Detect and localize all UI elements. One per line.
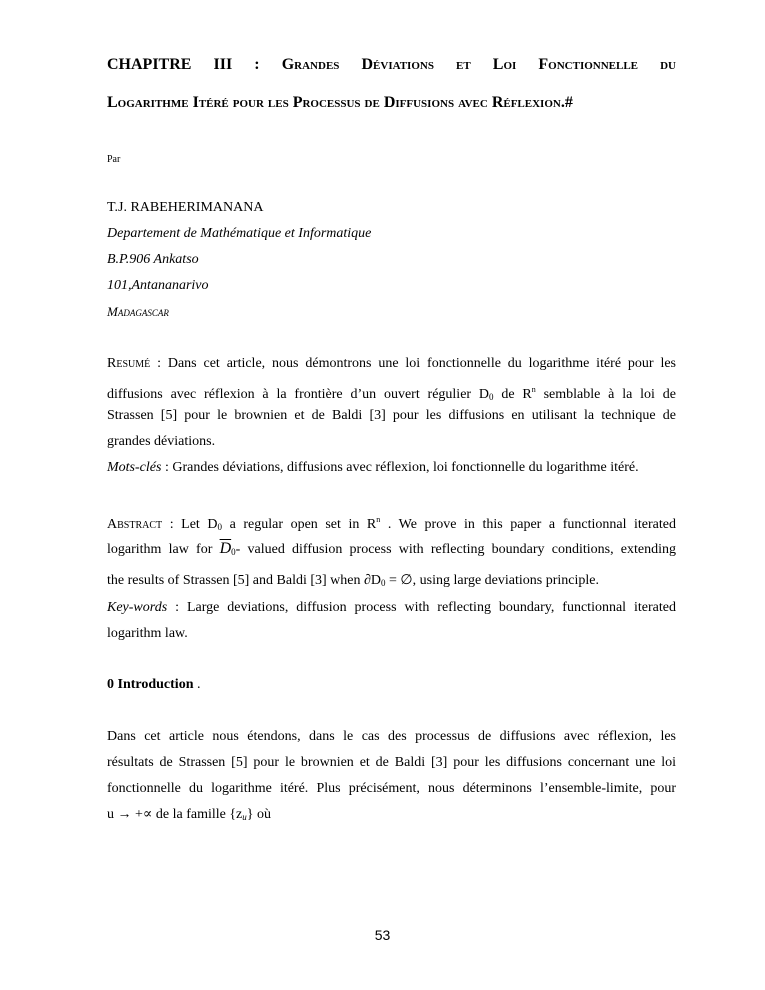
chapter-title-text-1: Grandes Déviations et Loi Fonctionnelle du xyxy=(281,56,676,73)
abstract-label: Abstract xyxy=(107,517,163,532)
abstract-text-2b: - valued diffusion process with reflecting boundary conditions, extending xyxy=(235,542,676,557)
mots-cles xyxy=(107,459,639,477)
intro-sub: u xyxy=(242,812,247,822)
abstract-line-3 xyxy=(107,572,599,592)
chapter-title-text-2: Logarithme Itéré pour les Processus de Diffusions avec Réflexion xyxy=(107,94,561,111)
abstract-sub-2: 0 xyxy=(231,547,236,557)
abstract-sub-1: 0 xyxy=(217,522,222,532)
resume-line-4: grandes déviations. xyxy=(107,434,216,449)
abstract-sup-1: n xyxy=(376,515,381,524)
abstract-text-1b: a regular open set in R xyxy=(222,517,377,532)
resume-text-2b: de R xyxy=(493,387,532,402)
key-words-line-1 xyxy=(107,599,676,617)
key-words-label: Key-words xyxy=(107,600,168,615)
author-name: T.J. RABEHERIMANANA xyxy=(107,200,264,215)
chapter-label: CHAPITRE III : xyxy=(107,56,282,73)
resume-label: Resumé xyxy=(107,356,151,371)
mots-cles-text: : Grandes déviations, diffusions avec réflexion, loi fonctionnelle du logarithme itéré. xyxy=(161,460,639,475)
intro-line-4 xyxy=(107,806,271,826)
chapter-title-suffix: .# xyxy=(560,94,573,111)
intro-heading-text: 0 Introduction xyxy=(107,677,194,692)
author-department: Departement de Mathématique et Informatique xyxy=(107,226,372,241)
abstract-sub-3: 0 xyxy=(381,578,386,588)
abstract-line-1 xyxy=(107,511,676,536)
resume-text-2c: semblable à la loi de xyxy=(535,387,676,402)
resume-text-1: : Dans cet article, nous démontrons une loi fonctionnelle du logarithme itéré pour les xyxy=(150,356,676,371)
page-number: 53 xyxy=(374,927,391,943)
chapter-title-line-2 xyxy=(107,93,676,113)
resume-line-3: Strassen [5] pour le brownien et de Baldi [3] pour les diffusions en utilisant la technique de xyxy=(107,408,676,423)
abstract-text-1c: . We prove in this paper a functionnal iterated xyxy=(380,517,676,532)
author-box: B.P.906 Ankatso xyxy=(107,252,199,267)
resume-sub: 0 xyxy=(489,392,494,402)
intro-heading xyxy=(107,676,200,694)
abstract-text-3a: the results of Strassen [5] and Baldi [3] when ∂D xyxy=(107,573,382,588)
key-words-line-2: logarithm law. xyxy=(107,626,188,641)
intro-line-2: résultats de Strassen [5] pour le brownien et de Baldi [3] pour les diffusions concernant une loi xyxy=(107,755,676,770)
chapter-title-line-1 xyxy=(107,55,676,75)
by-label: Par xyxy=(107,154,121,165)
abstract-line-2 xyxy=(107,540,676,561)
resume-line-2 xyxy=(107,381,676,406)
resume-text-2a: diffusions avec réflexion à la frontière d’un ouvert régulier D xyxy=(107,387,490,402)
intro-text-4a: u → +∝ de la famille {z xyxy=(107,807,243,822)
intro-heading-suffix: . xyxy=(193,677,201,692)
intro-text-4b: } où xyxy=(246,807,272,822)
key-words-text-1: : Large deviations, diffusion process with reflecting boundary, functionnal iterated xyxy=(167,600,676,615)
abstract-text-2a: logarithm law for xyxy=(107,542,220,557)
page xyxy=(107,0,676,990)
abstract-text-1a: : Let D xyxy=(162,517,218,532)
mots-cles-label: Mots-clés xyxy=(107,460,162,475)
intro-line-1: Dans cet article nous étendons, dans le cas des processus de diffusions avec réflexion, les xyxy=(107,729,676,744)
author-city: 101,Antananarivo xyxy=(107,278,209,293)
resume-sup: n xyxy=(531,385,536,394)
abstract-text-3b: = ∅, using large deviations principle. xyxy=(385,573,599,588)
author-country: Madagascar xyxy=(107,304,169,319)
intro-line-3: fonctionnelle du logarithme itéré. Plus précisément, nous déterminons l’ensemble-limite, pour xyxy=(107,781,676,796)
resume-line-1 xyxy=(107,355,676,373)
closure-d-symbol: $\overline{D}$ xyxy=(219,540,232,557)
